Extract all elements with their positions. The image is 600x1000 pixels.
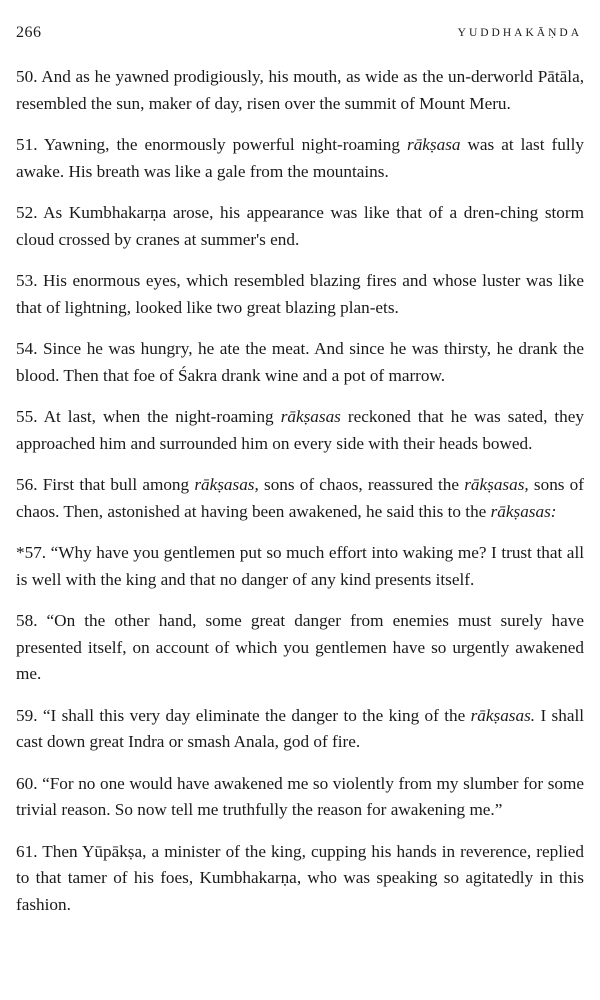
verse-52 bbox=[16, 200, 584, 253]
verse-italic-term: rākṣasas bbox=[280, 407, 341, 426]
verse-59 bbox=[16, 703, 584, 756]
page-body bbox=[16, 64, 584, 933]
verse-text: was at last fully awake. His breath was like a gale from the mountains. bbox=[16, 135, 584, 181]
verse-50 bbox=[16, 64, 584, 117]
verse-text: I shall cast down great Indra or smash Anala, god of fire. bbox=[16, 705, 585, 751]
verse-italic-term: rākṣasas: bbox=[490, 501, 557, 521]
verse-53 bbox=[16, 268, 584, 321]
verse-text: sons of chaos, reassured the bbox=[258, 475, 465, 494]
verse-text: 53. His enormous eyes, which resembled blazing fires and whose luster was like that of lightning, looked like two great blazing plan-ets. bbox=[16, 271, 584, 317]
verse-58 bbox=[16, 608, 584, 688]
running-head: YUDDHAKĀṆDA bbox=[457, 27, 582, 39]
verse-text: 56. First that bull among bbox=[16, 475, 195, 494]
verse-italic-term: rākṣasas, bbox=[194, 475, 259, 494]
verse-60 bbox=[16, 771, 584, 824]
verse-text: 55. At last, when the night-roaming bbox=[16, 407, 281, 426]
verse-text: 59. “I shall this very day eliminate the danger to the king of the bbox=[16, 705, 471, 725]
verse-text: 60. “For no one would have awakened me so violently from my slumber for some trivial reason. So now tell me truthfully the reason for awakening me.” bbox=[16, 773, 584, 819]
verse-57 bbox=[16, 540, 584, 593]
verse-text: 58. “On the other hand, some great danger from enemies must surely have presented itself, on account of which you gentlemen have so urgently awakened me. bbox=[16, 611, 584, 683]
verse-text: 51. Yawning, the enormously powerful night-roaming bbox=[16, 135, 408, 154]
verse-text: 52. As Kumbhakarṇa arose, his appearance was like that of a dren-ching storm cloud crossed by cranes at summer's end. bbox=[16, 203, 584, 249]
verse-text: sons of chaos. Then, astonished at having been awakened, he said this to the bbox=[16, 475, 584, 521]
page-header bbox=[16, 24, 584, 44]
verse-51 bbox=[16, 132, 584, 185]
verse-61 bbox=[16, 839, 584, 919]
verse-text: 50. And as he yawned prodigiously, his mouth, as wide as the un-derworld Pātāla, resembled the sun, maker of day, risen over the summit of Mount Meru. bbox=[16, 67, 584, 113]
verse-54 bbox=[16, 336, 584, 389]
verse-56 bbox=[16, 472, 584, 525]
verse-text: 61. Then Yūpākṣa, a minister of the king, cupping his hands in reverence, replied to that tamer of his foes, Kumbhakarṇa, who was speaking so agitatedly in this fashion. bbox=[16, 841, 584, 914]
verse-italic-term: rākṣasas. bbox=[470, 705, 536, 725]
verse-italic-term: rākṣasa bbox=[407, 135, 461, 154]
verse-text: *57. “Why have you gentlemen put so much effort into waking me? I trust that all is well with the king and that no danger of any kind presents itself. bbox=[16, 543, 584, 589]
verse-text: reckoned that he was sated, they approached him and surrounded him on every side with their heads bowed. bbox=[16, 407, 584, 453]
verse-text: 54. Since he was hungry, he ate the meat. And since he was thirsty, he drank the blood. Then that foe of Śakra drank wine and a pot of marrow. bbox=[16, 339, 584, 385]
verse-55 bbox=[16, 404, 584, 457]
verse-italic-term: rākṣasas, bbox=[464, 475, 529, 494]
book-page bbox=[16, 0, 584, 1000]
page-number: 266 bbox=[16, 24, 42, 41]
